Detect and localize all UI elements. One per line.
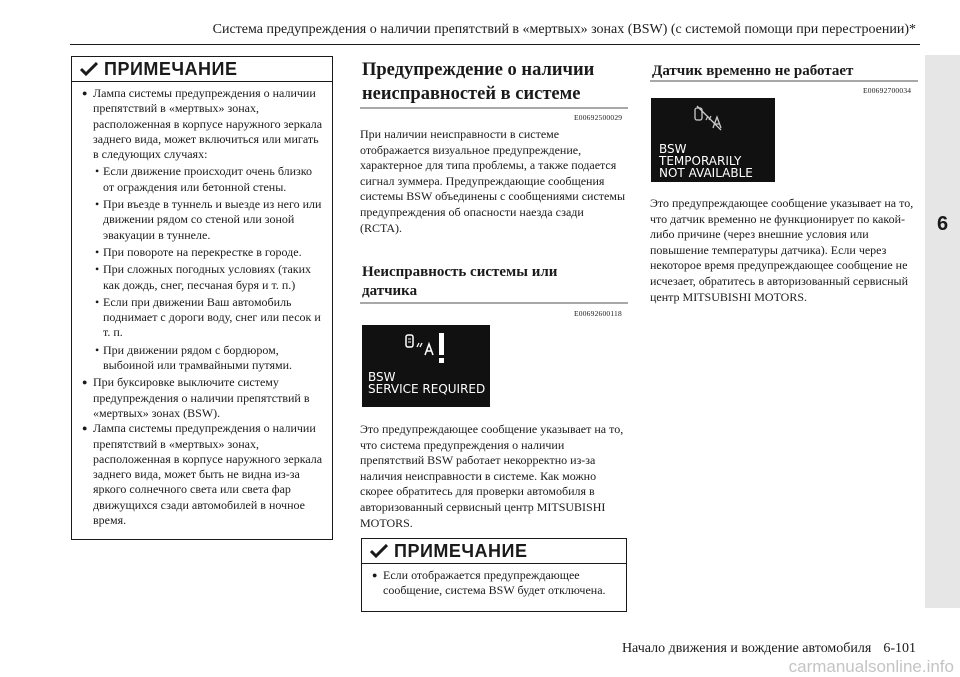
checkmark-icon xyxy=(370,544,388,558)
sub-item: • Если при движении Ваш автомобиль поднимает с дороги воду, снег или песок и т. п. xyxy=(93,295,326,341)
screen-line-2: TEMPORARILY xyxy=(659,154,742,168)
checkmark-icon xyxy=(80,62,98,76)
list-item xyxy=(82,86,326,373)
note-box-1 xyxy=(71,56,333,540)
note-header xyxy=(72,57,332,82)
list-item: ● Если отображается предупреждающее сообщение, система BSW будет отключена. xyxy=(372,568,620,599)
note-list xyxy=(72,82,332,528)
temporarily-unavailable-screen xyxy=(651,98,775,182)
note-title: ПРИМЕЧАНИЕ xyxy=(104,58,238,79)
note-box-2 xyxy=(361,538,627,612)
subsection-heading: Неисправность системы или датчика xyxy=(362,264,558,299)
sub-list xyxy=(93,164,326,373)
page-number: 6-101 xyxy=(883,641,916,656)
footer-section: Начало движения и вождение автомобиля xyxy=(621,641,872,656)
list-item: ● При буксировке выключите систему предупреждения о наличии препятствий в «мертвых» зонах (BSW). xyxy=(82,375,326,421)
screen-line-3: NOT AVAILABLE xyxy=(659,166,753,180)
watermark: carmanualsonline.info xyxy=(788,657,954,676)
section-paragraph: При наличии неисправности в системе отображается визуальное предупреждение, характерное для типа проблемы, а также подается сигнал зуммера. Предупреждающие сообщения системы BSW объединены с сообщениями системы предупреждения об опасности наезда сзади (RCTA). xyxy=(360,127,626,235)
screen-line-1: BSW xyxy=(368,370,396,384)
section-heading: Датчик временно не работает xyxy=(652,63,854,79)
note-text: Лампа системы предупреждения о наличии препятствий в «мертвых» зонах, расположенная в корпусе наружного зеркала заднего вида, может включиться или мигать в следующих случаях: xyxy=(93,86,323,162)
page-footer xyxy=(622,641,916,657)
section-paragraph: Это предупреждающее сообщение указывает на то, что датчик временно не функционирует по какой-либо причине (через внешние условия или повышение температуры датчика). Если через некоторое время предупреждающее сообщение не исчезает, обратитесь в авторизованный сервисный центр MITSUBISHI MOTORS. xyxy=(650,196,914,304)
note-header xyxy=(362,539,626,564)
heading-rule xyxy=(650,80,918,82)
subheading-rule xyxy=(360,302,628,304)
header-divider xyxy=(70,44,920,45)
note-list xyxy=(362,564,626,599)
chapter-number: 6 xyxy=(936,213,949,235)
sub-item: • При сложных погодных условиях (таких как дождь, снег, песчаная буря и т. п.) xyxy=(93,262,326,293)
note-title: ПРИМЕЧАНИЕ xyxy=(394,540,528,561)
chapter-tab xyxy=(925,55,960,608)
section-heading: Предупреждение о наличии неисправностей в системе xyxy=(362,60,595,104)
screen-line-1: BSW xyxy=(659,142,687,156)
sub-item: • При въезде в туннель и выезде из него или движении рядом со стеной или зоной эвакуации в туннеле. xyxy=(93,197,326,243)
section-code: E00692500029 xyxy=(574,113,623,122)
sub-item: • При движении рядом с бордюром, выбоиной или трамвайными путями. xyxy=(93,343,326,374)
subsection-code: E00692600118 xyxy=(574,309,622,318)
screen-line-2: SERVICE REQUIRED xyxy=(368,382,486,396)
heading-rule xyxy=(360,107,628,109)
sub-item: • При повороте на перекрестке в городе. xyxy=(93,245,326,260)
page-title: Система предупреждения о наличии препятствий в «мертвых» зонах (BSW) (с системой помощи при перестроении)* xyxy=(212,22,916,37)
warning-paragraph: Это предупреждающее сообщение указывает на то, что система предупреждения о наличии препятствий BSW работает некорректно из-за наличия неисправности в системе. Как можно скорее обратитесь для проверки автомобиля в авторизованный сервисный центр MITSUBISHI MOTORS. xyxy=(360,422,624,530)
section-code: E00692700034 xyxy=(863,86,912,95)
list-item: ● Лампа системы предупреждения о наличии препятствий в «мертвых» зонах, расположенная в корпусе наружного зеркала заднего вида, может быть не видна из-за яркого солнечного света или света фар движущихся сзади автомобилей в ночное время. xyxy=(82,421,326,528)
sub-item: • Если движение происходит очень близко от ограждения или бетонной стены. xyxy=(93,164,326,195)
page-header xyxy=(70,8,920,40)
service-required-screen xyxy=(362,325,490,407)
